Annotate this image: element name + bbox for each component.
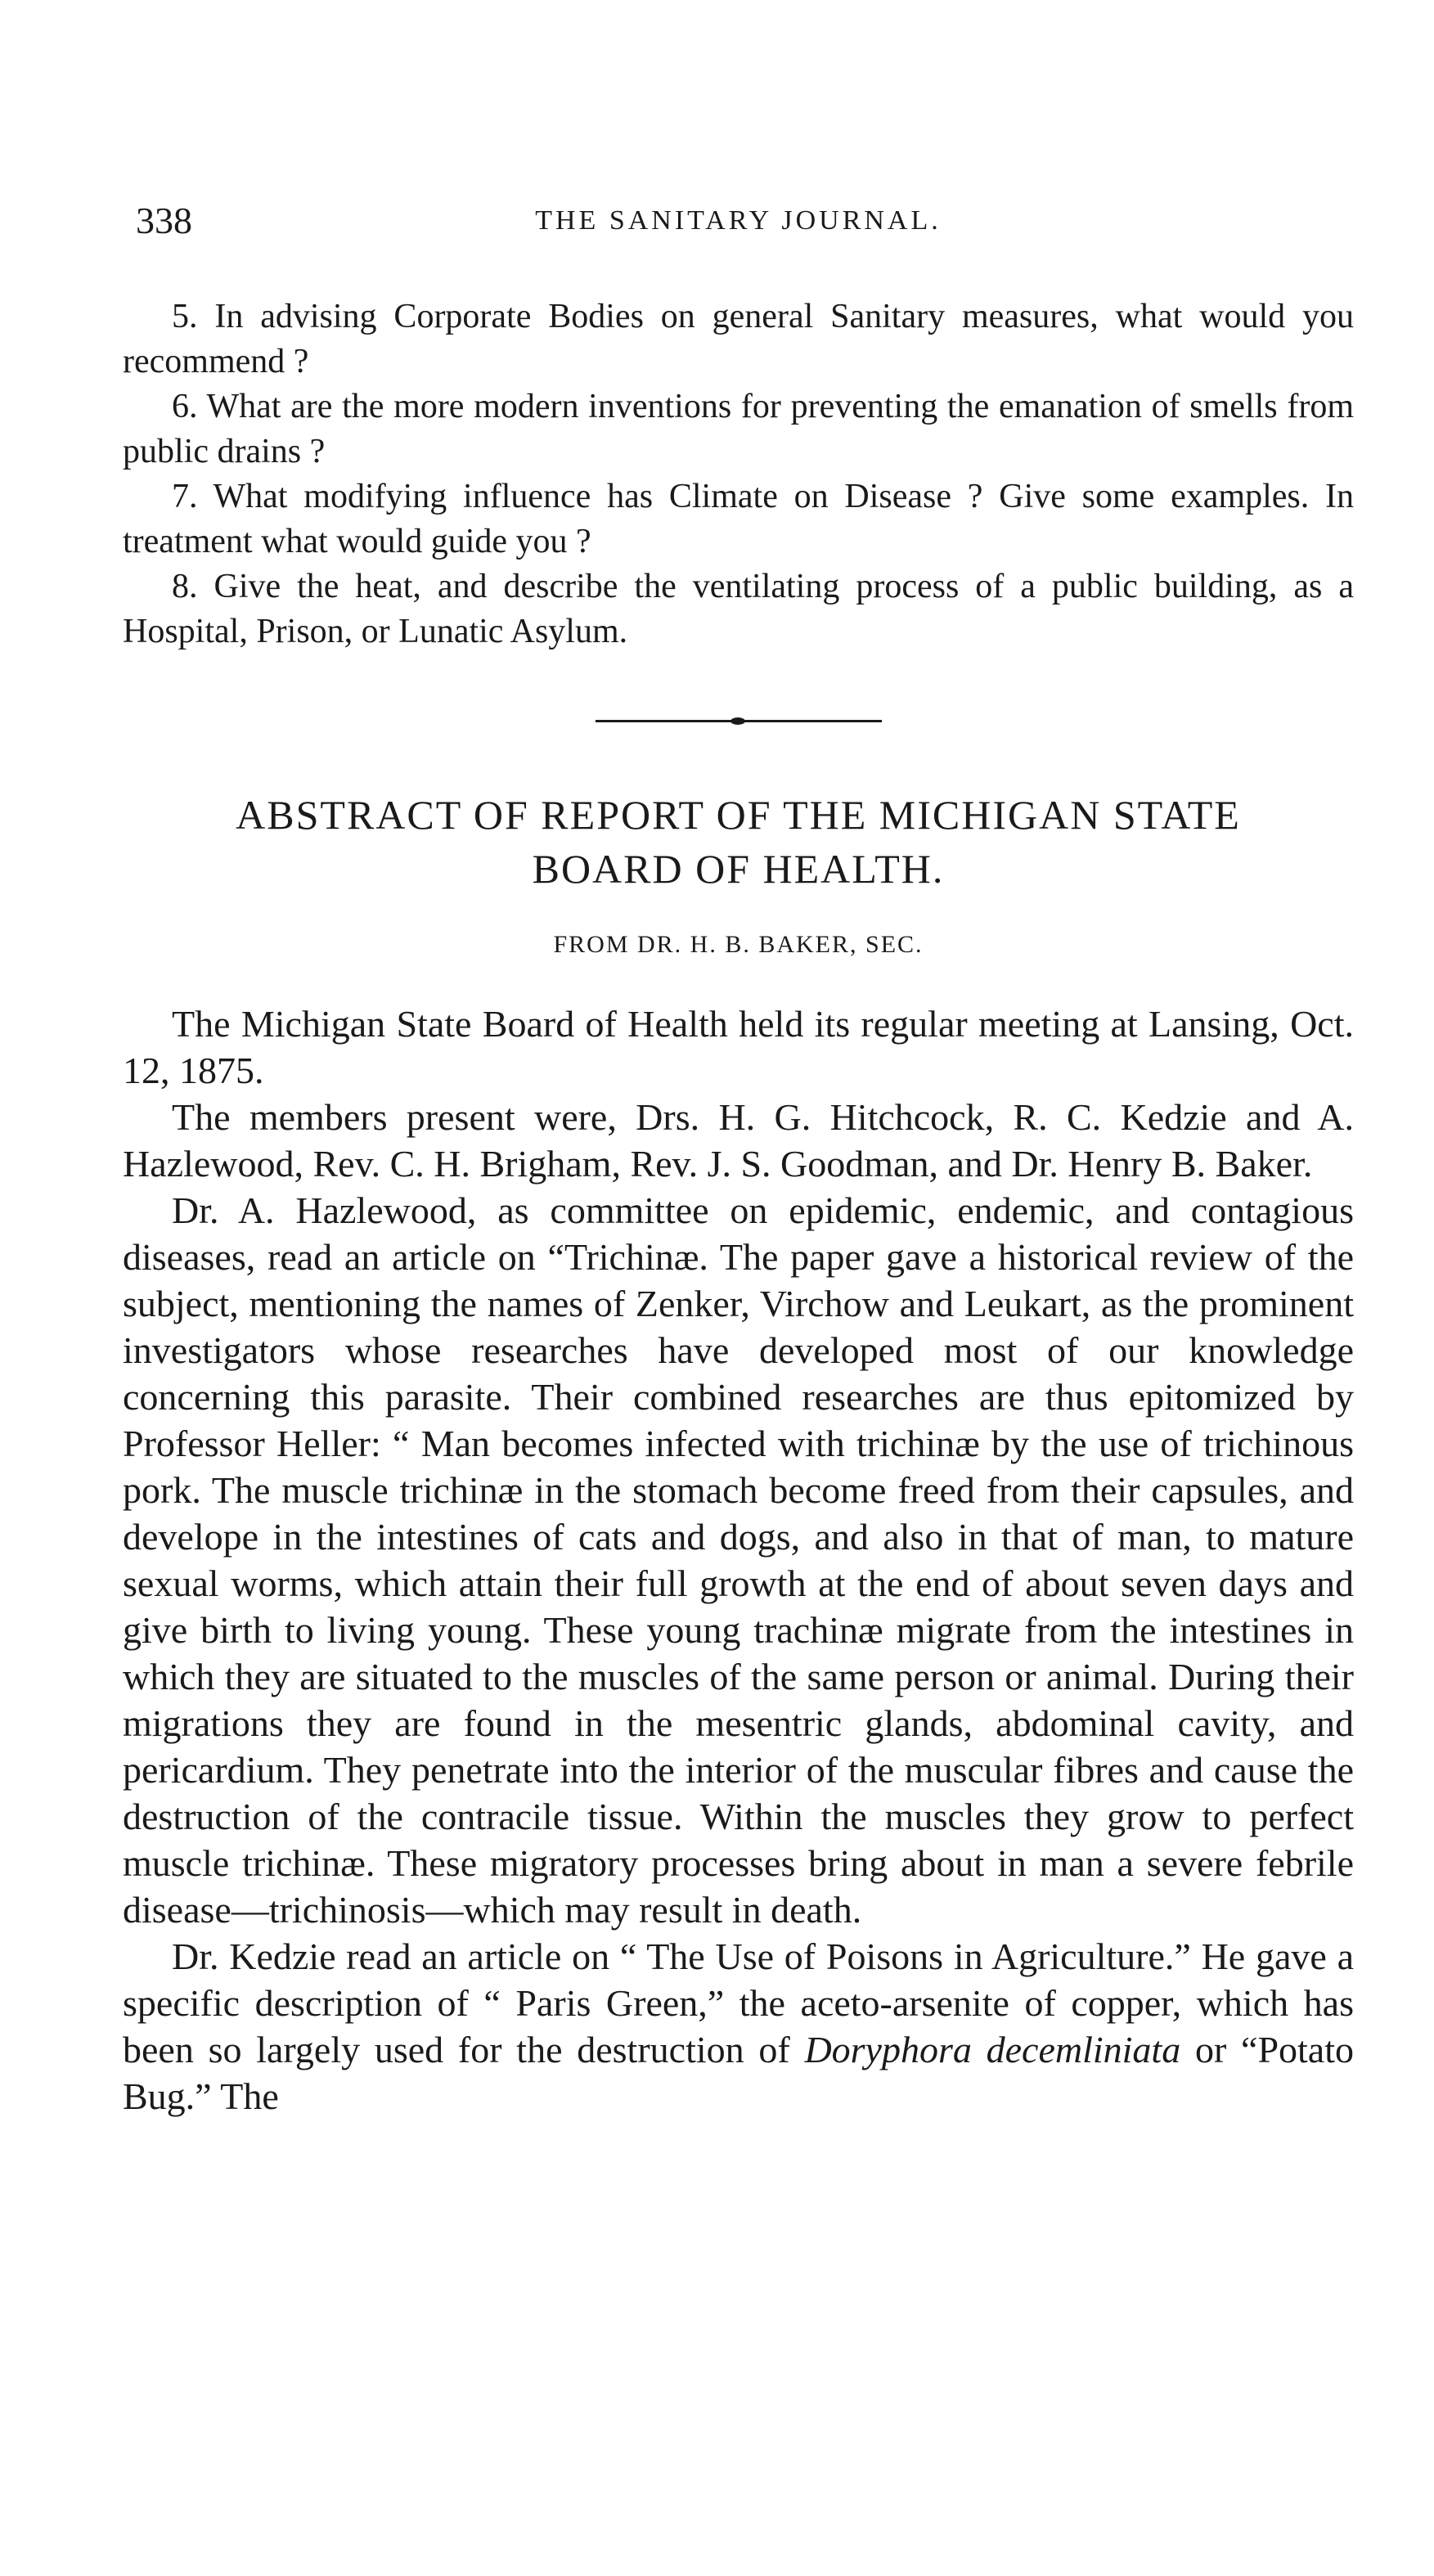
journal-page [123, 196, 1354, 2120]
body-paragraph: The Michigan State Board of Health held its regular meeting at Lansing, Oct. 12, 1875. [123, 1003, 1354, 1091]
question-item: 7. What modifying influence has Climate on Disease ? Give some examples. In treatment what would guide you ? [123, 478, 1354, 560]
article-title [123, 788, 1354, 896]
body-paragraph: Dr. A. Hazlewood, as committee on epidemic, endemic, and contagious diseases, read an article on “Trichinæ. The paper gave a historical review of the subject, mentioning the names of Zenker, Virchow and Leukart, as the prominent investigators whose researches have developed most of our knowledge concerning this parasite. Their combined researches are thus epitomized by Professor Heller: “ Man becomes infected with trichinæ by the use of trichinous pork. The muscle trichinæ in the stomach become freed from their capsules, and develope in the intestines of cats and dogs, and also in that of man, to mature sexual worms, which attain their full growth at the end of about seven days and give birth to living young. These young trachinæ migrate from the intestines in which they are situated to the muscles of the same person or animal. During their migrations they are found in the mesentric glands, abdominal cavity, and pericardium. They penetrate into the interior of the muscular fibres and cause the destruction of the contracile tissue. Within the muscles they grow to perfect muscle trichinæ. These migratory processes bring about in man a severe febrile disease—trichinosis—which may result in death. [123, 1189, 1354, 1931]
article-title-line2: BOARD OF HEALTH. [532, 846, 945, 892]
article-body [123, 1000, 1354, 2120]
article-title-line1: ABSTRACT OF REPORT OF THE MICHIGAN STATE [236, 792, 1241, 838]
section-divider [596, 720, 882, 722]
body-text-segment: Dr. Kedzie read an article on “ The Use of Poisons in Agriculture.” He gave a specific description of “ Paris Green,” the aceto-arsenite of copper, which has been so largely used for the destruction of [123, 1935, 1354, 2070]
body-paragraph: The members present were, Drs. H. G. Hitchcock, R. C. Kedzie and A. Hazlewood, Rev. C. H. Brigham, Rev. J. S. Goodman, and Dr. Henry B. Baker. [123, 1096, 1354, 1185]
question-item: 5. In advising Corporate Bodies on general Sanitary measures, what would you recommend ? [123, 298, 1354, 380]
article-byline: FROM DR. H. B. BAKER, SEC. [553, 931, 924, 958]
question-item: 8. Give the heat, and describe the ventilating process of a public building, as a Hospital, Prison, or Lunatic Asylum. [123, 568, 1354, 650]
journal-title: THE SANITARY JOURNAL. [535, 205, 942, 236]
exam-questions [123, 294, 1354, 654]
divider-ornament-icon [730, 717, 745, 725]
question-item: 6. What are the more modern inventions for preventing the emanation of smells from public drains ? [123, 388, 1354, 470]
running-head [123, 196, 1354, 245]
page-number: 338 [136, 200, 192, 241]
species-name-italic: Doryphora decemliniata [804, 2029, 1181, 2070]
body-text-segment: or “Potato Bug.” The [123, 2029, 1355, 2117]
body-paragraph-last [123, 1933, 1354, 2120]
